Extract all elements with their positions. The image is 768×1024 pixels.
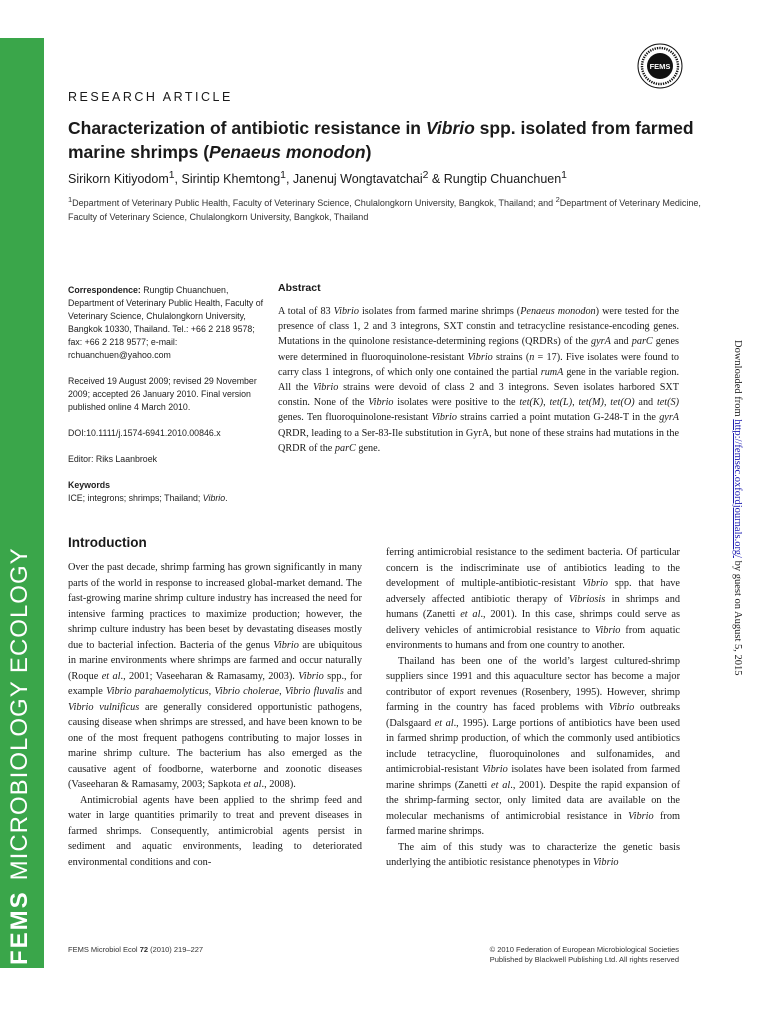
affiliations: [68, 193, 708, 224]
editor: Editor: Riks Laanbroek: [68, 454, 157, 464]
title-species: Penaeus monodon: [209, 142, 366, 162]
affil-text: Department of Veterinary Medicine, Faculty of Veterinary Science, Chulalongkorn University, Bangkok, Thailand: [68, 198, 701, 222]
paragraph: Thailand has been one of the world’s largest cultured-shrimp suppliers since 1991 and this aquaculture sector has become a major contributor of export revenues (Rosenbery, 1995). However, shrimp farming in the country has faced problems with Vibrio outbreaks (Dalsgaard et al., 1995). Large portions of antibiotics have been used in farmed shrimp production, of which the commonly used antibiotics include tetracycline, fluoroquinolones and sulfonamides, and antimicrobial-resistant Vibrio isolates have been isolated from farmed marine shrimps (Zanetti et al., 2001). Despite the rapid expansion of the shrimp-farming sector, only limited data are available on the molecular mechanisms of antimicrobial resistance in Vibrio from farmed marine shrimps.: [386, 655, 681, 837]
copyright-line: © 2010 Federation of European Microbiological Societies: [489, 945, 679, 954]
author-affil: 2: [422, 170, 429, 181]
sidebar-brand: FEMS: [6, 890, 33, 965]
title-part: spp. isolated from farmed marine shrimps (: [68, 118, 694, 162]
fems-seal-icon: [636, 42, 684, 90]
affil-marker: 2: [555, 195, 560, 204]
keywords-italic: Vibrio: [202, 493, 226, 503]
keywords: [68, 492, 268, 505]
keywords-text: ICE; integrons; shrimps; Thailand;: [68, 493, 203, 503]
journal-sidebar-label: [6, 547, 34, 965]
article-title: [68, 116, 708, 164]
keywords-label: Keywords: [68, 480, 111, 490]
copyright: [450, 945, 679, 965]
author-list: [68, 170, 567, 186]
article-meta: [68, 284, 268, 505]
sidebar-journal: MICROBIOLOGY ECOLOGY: [6, 547, 33, 881]
author: Sirintip Khemtong: [181, 172, 281, 187]
author-sep: &: [428, 172, 444, 187]
title-part: Characterization of antibiotic resistance in: [68, 118, 426, 138]
copyright-line: Published by Blackwell Publishing Ltd. All rights reserved: [489, 955, 679, 964]
keywords-end: .: [225, 493, 228, 503]
affil-marker: 1: [68, 195, 73, 204]
abstract-heading: Abstract: [278, 282, 321, 294]
article-type: RESEARCH ARTICLE: [68, 90, 233, 104]
intro-column-right: [386, 545, 680, 871]
download-note: [732, 340, 743, 676]
citation-volume: 72: [139, 945, 149, 954]
title-part: ): [365, 142, 372, 162]
author-affil: 1: [561, 170, 567, 181]
author-sep: ,: [174, 172, 182, 187]
author-affil: 1: [280, 170, 286, 181]
abstract-text: A total of 83 Vibrio isolates from farmed marine shrimps (Penaeus monodon) were tested for the presence of class 1, 2 and 3 integrons, SXT constin and tetracycline resistance-encoding genes. Mutations in the quinolone resistance-determining regions (QRDRs) of the gyrA and parC genes were determined in fluoroquinolone-resistant Vibrio strains (n = 17). Five isolates were found to carry class 1 integrons, of which only one contained the partial rumA gene in the variable region. All the Vibrio strains were devoid of class 2 and 3 integrons. Seven isolates harbored SXT constin. None of the Vibrio isolates were positive to the tet(K), tet(L), tet(M), tet(O) and tet(S) genes. Ten fluoroquinolone-resistant Vibrio strains carried a point mutation G-248-T in the gyrA QRDR, leading to a Ser-83-Ile substitution in GyrA, but none of these strains had mutations in the QRDR of the parC gene.: [278, 306, 680, 454]
intro-column-left: [68, 560, 362, 870]
paragraph: Antimicrobial agents have been applied to the shrimp feed and water in large quantities primarily to treat and prevent diseases in farmed shrimps. Consequently, antimicrobial agents persist in sediment and aquatic environments, leading to deteriorated environmental conditions and con-: [68, 794, 362, 868]
download-prefix: Downloaded from: [732, 340, 743, 420]
received-dates: Received 19 August 2009; revised 29 November 2009; accepted 26 January 2010. Final version published online 4 March 2010.: [68, 376, 257, 412]
introduction-heading: Introduction: [68, 535, 147, 550]
citation-prefix: FEMS Microbiol Ecol: [68, 945, 140, 954]
logo-text: FEMS: [649, 62, 671, 71]
corr-text: Rungtip Chuanchuen, Department of Veterinary Public Health, Faculty of Veterinary Science, Chulalongkorn University, Bangkok 10330, Thailand. Tel.: +66 2 218 9578; fax: +66 2 218 9577; e-mail: rchuanchuen@yahoo.com: [68, 285, 264, 360]
author: Rungtip Chuanchuen: [443, 172, 562, 187]
corr-label: Correspondence:: [68, 285, 141, 295]
citation: [68, 945, 203, 954]
paragraph: Over the past decade, shrimp farming has grown significantly in many parts of the world in response to increased global-market demand. The fast-growing marine shrimp culture industry has increased the need for intensive farming practices to maximize production; however, the shrimp culture industry has been beset by devastating diseases mostly due to bacterial infection. Bacteria of the genus Vibrio are ubiquitous in marine environments where shrimps are farmed and occur naturally (Roque et al., 2001; Vaseeharan & Ramasamy, 2003). Vibrio spp., for example Vibrio parahaemolyticus, Vibrio cholerae, Vibrio fluvalis and Vibrio vulnificus are generally considered opportunistic pathogens, causing disease when shrimps are stressed, and have been known to be one of the most frequent pathogens contributing to major losses in marine shrimp culture. The bacterium has also emerged as the causative agent of foodborne, waterborne and zoonotic diseases (Vaseeharan & Ramasamy, 2003; Sapkota et al., 2008).: [68, 562, 363, 790]
author: Janenuj Wongtavatchai: [292, 172, 423, 187]
doi: DOI:10.1111/j.1574-6941.2010.00846.x: [68, 428, 221, 438]
affil-text: Department of Veterinary Public Health, Faculty of Veterinary Science, Chulalongkorn University, Bangkok, Thailand; and: [72, 198, 556, 208]
correspondence: [68, 284, 268, 362]
keywords-heading: [68, 479, 268, 492]
paragraph: ferring antimicrobial resistance to the sediment bacteria. Of particular concern is the indiscriminate use of antibiotics leading to the development of multiple-antibiotic-resistant Vibrio spp. that have adversely affected antibiotic therapy of Vibriosis in shrimps and humans (Zanetti et al., 2001). In this case, shrimps could serve as delivery vehicles of antimicrobial resistance to Vibrio from aquatic environments to humans and from one country to another.: [386, 547, 681, 651]
citation-suffix: (2010) 219–227: [148, 945, 204, 954]
author: Sirikorn Kitiyodom: [68, 172, 169, 187]
download-suffix: by guest on August 5, 2015: [732, 557, 743, 676]
paragraph: The aim of this study was to characterize the genetic basis underlying the antibiotic resistance phenotypes in Vibrio: [386, 841, 680, 868]
author-affil: 1: [168, 170, 175, 181]
title-genus: Vibrio: [425, 118, 475, 138]
download-link[interactable]: http://femsec.oxfordjournals.org/: [732, 419, 743, 558]
author-sep: ,: [285, 172, 293, 187]
